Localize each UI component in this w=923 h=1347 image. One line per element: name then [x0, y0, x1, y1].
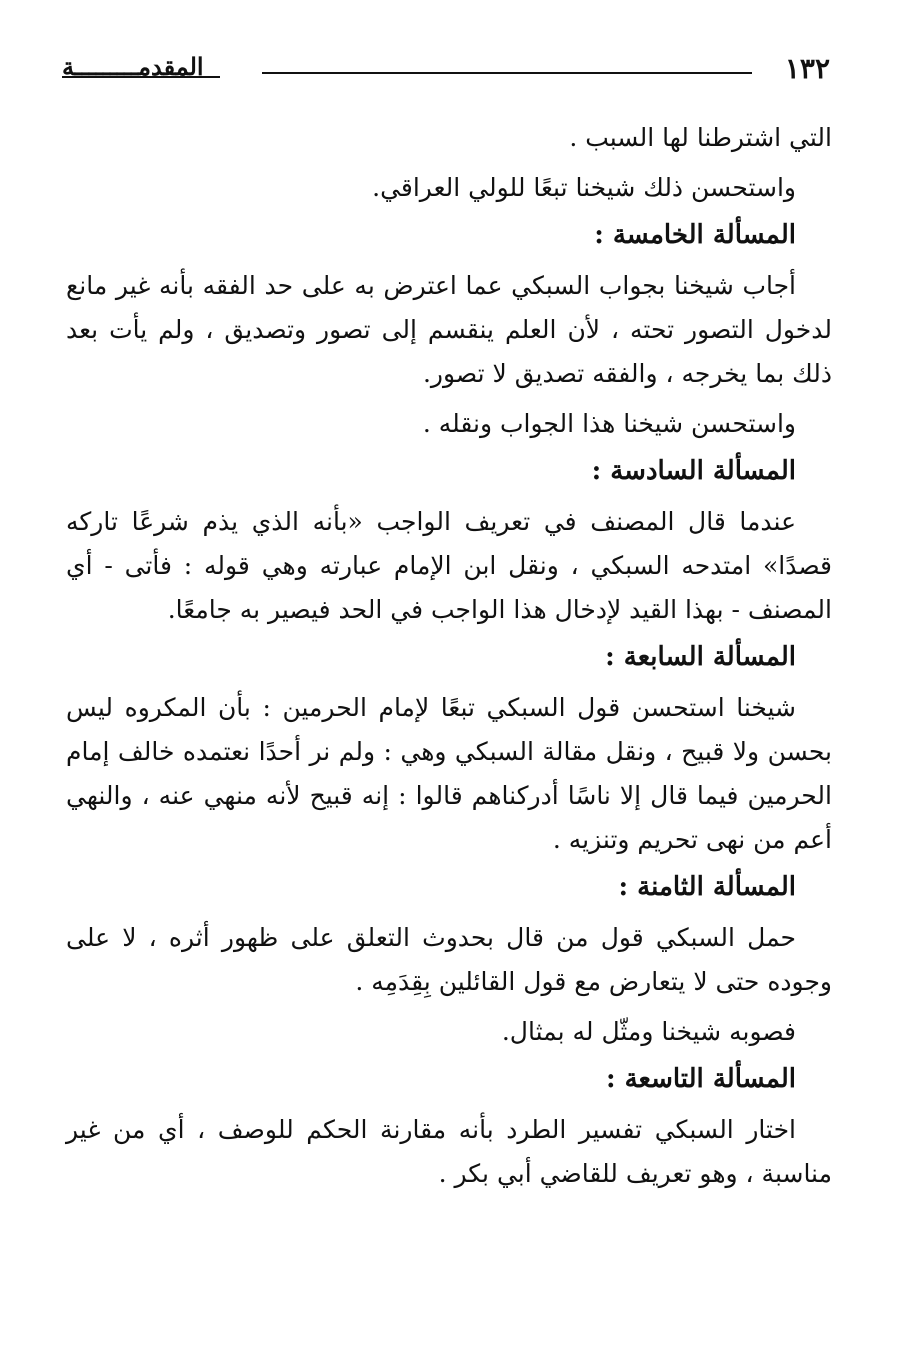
section-title-underline [62, 76, 220, 78]
paragraph: عندما قال المصنف في تعريف الواجب «بأنه الذي يذم شرعًا تاركه قصدًا» امتدحه السبكي ، ونقل ابن الإمام عبارته وهي قوله : فأتى - أي المصنف - بهذا القيد لإدخال هذا الواجب في الحد فيصير به جامعًا. [66, 507, 832, 624]
paragraph: فصوبه شيخنا ومثّل له بمثال. [501, 1017, 796, 1046]
paragraph: التي اشترطنا لها السبب . [569, 123, 832, 152]
paragraph: شيخنا استحسن قول السبكي تبعًا لإمام الحرمين : بأن المكروه ليس بحسن ولا قبيح ، ونقل مقالة السبكي وهي : ولم نر أحدًا نعتمده خالف إمام الحرمين فيما قال إلا ناسًا أدركناهم قالوا : إنه قبيح لأنه منهي عنه ، والنهي أعم من نهى تحريم وتنزيه . [66, 693, 832, 854]
paragraph: اختار السبكي تفسير الطرد بأنه مقارنة الحكم للوصف ، أي من غير مناسبة ، وهو تعريف للقاضي أبي بكر . [66, 1115, 832, 1188]
page-body [66, 116, 832, 1196]
heading-fifth-issue: المسألة الخامسة : [594, 220, 796, 250]
paragraph: واستحسن شيخنا هذا الجواب ونقله . [422, 409, 796, 438]
paragraph: حمل السبكي قول من قال بحدوث التعلق على ظهور أثره ، لا على وجوده حتى لا يتعارض مع قول القائلين بِقِدَمِه . [66, 923, 832, 996]
header-rule [262, 72, 752, 74]
heading-sixth-issue: المسألة السادسة : [591, 456, 796, 486]
paragraph: أجاب شيخنا بجواب السبكي عما اعترض به على حد الفقه بأنه غير مانع لدخول التصور تحته ، لأن العلم ينقسم إلى تصور وتصديق ، ولم يأت بعد ذلك بما يخرجه ، والفقه تصديق لا تصور. [66, 271, 832, 388]
section-title: المقدمـــــــــة [62, 52, 204, 81]
page-number: ١٣٢ [784, 52, 830, 85]
paragraph: واستحسن ذلك شيخنا تبعًا للولي العراقي. [372, 173, 796, 202]
heading-ninth-issue: المسألة التاسعة : [605, 1064, 796, 1094]
heading-seventh-issue: المسألة السابعة : [605, 642, 796, 672]
heading-eighth-issue: المسألة الثامنة : [618, 872, 796, 902]
page-header [62, 52, 830, 86]
